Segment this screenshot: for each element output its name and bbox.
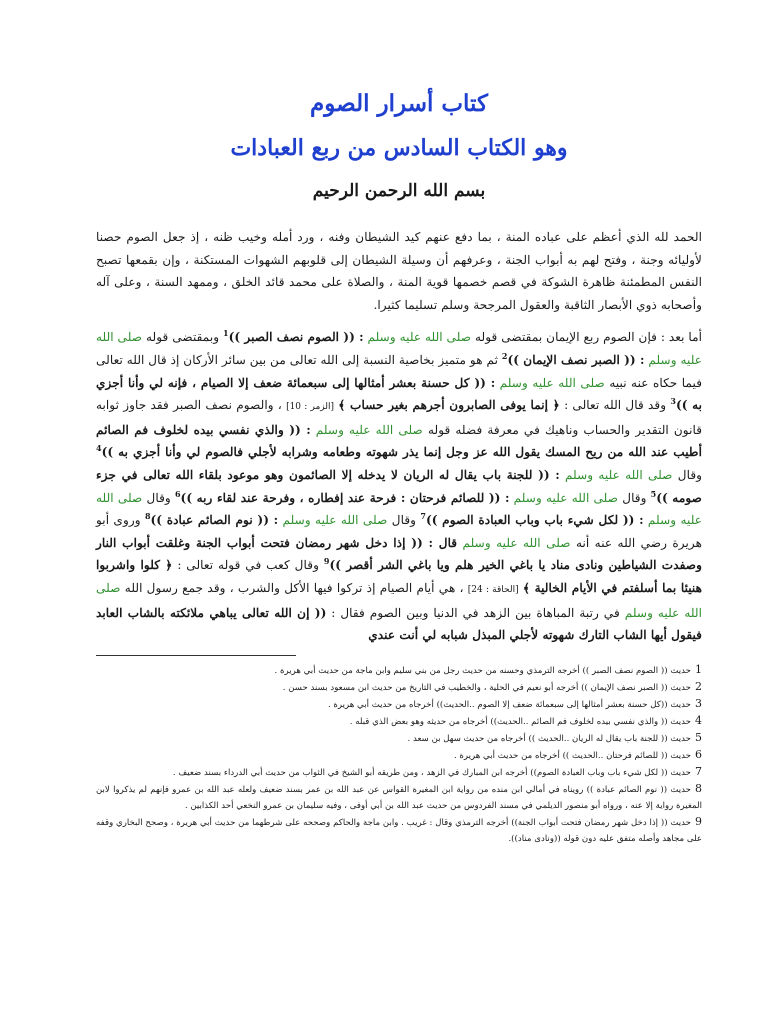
footnote xyxy=(96,730,702,747)
verse-reference: [الحاقة : 24] xyxy=(467,584,519,595)
footnote-number: 8 xyxy=(695,781,702,795)
verse-reference: [الزمر : 10] xyxy=(286,402,335,413)
footnote xyxy=(96,713,702,730)
footnote xyxy=(96,764,702,781)
footnote-number: 7 xyxy=(695,764,702,778)
footnote xyxy=(96,814,702,847)
salutation: صلى الله عليه وسلم xyxy=(96,330,702,367)
footnote-number: 9 xyxy=(695,814,702,828)
text-segment: وقد قال الله تعالى : xyxy=(564,398,667,413)
footnote-ref[interactable]: 1 xyxy=(223,328,229,339)
text-segment: وقال xyxy=(146,490,171,505)
hadith-quote: : (( كل حسنة بعشر أمثالها إلى سبعمائة ضعف إلا الصيام ، فإنه لي وأنا أجزي به )) xyxy=(96,375,703,413)
salutation: صلى الله عليه وسلم xyxy=(513,490,619,505)
quran-verse: ﴿ كلوا واشربوا هنيئا بما أسلفتم في الأيام الخالية ﴾ xyxy=(96,558,703,595)
salutation: صلى الله عليه وسلم xyxy=(367,330,472,345)
footnote xyxy=(96,662,702,679)
hadith-quote: : (( الصبر نصف الإيمان )) xyxy=(507,352,645,367)
text-segment: ثم هو متميز بخاصية النسبة إلى الله تعالى من بين سائر الأركان إذ قال الله تعالى فيما حكاه عنه نبيه xyxy=(96,352,703,390)
footnote-text: حديث ((كل حسنة بعشر أمثالها إلى سبعمائة ضعف إلا الصوم ..الحديث)) أخرجاه من حديث أبي هريرة . xyxy=(327,699,691,710)
footnote-number: 4 xyxy=(695,713,702,727)
footnote xyxy=(96,679,702,696)
footnote-ref[interactable]: 3 xyxy=(670,396,676,407)
hadith-quote: : (( والذي نفسي بيده لخلوف فم الصائم أطيب عند الله من ريح المسك يقول الله عز وجل إنما يذر شهوته وطعامه وشرابه لأجلي فالصوم لي وأنا أجزي به )) xyxy=(96,422,702,460)
footnote-text: حديث (( الصوم نصف الصبر )) أخرجه الترمذي وحسنه من حديث رجل من بني سليم وابن ماجة من حديث أبي هريرة . xyxy=(274,665,691,676)
footnote-number: 6 xyxy=(695,747,702,761)
footnote-text: حديث (( والذي نفسي بيده لخلوف فم الصائم ..الحديث)) أخرجاه من حديثه وهو بعض الذي قبله . xyxy=(349,716,691,727)
text-segment: أما بعد : فإن الصوم ربع الإيمان بمقتضى قوله xyxy=(475,330,703,345)
hadith-quote: : (( للجنة باب يقال له الريان لا يدخله إلا الصائمون وهو موعود بلقاء الله تعالى في جزء صومه )) xyxy=(96,467,702,505)
text-segment: وقال xyxy=(622,490,647,505)
footnote-text: حديث (( نوم الصائم عبادة )) رويناه في أمالي ابن منده من رواية ابن المغيرة القواس عن عبد الله بن عمر بسند ضعيف ولعله عبد الله بن عمرو فإنهم لم يذكروا لابن المغيرة رواية إلا عنه ، ورواه أبو منصور الديلمي في مسند الفردوس من حديث عبد الله بن أبي أوفى ، وفيه سليمان بن عمرو النخعي أحد الكذابين . xyxy=(96,784,702,811)
text-segment: وقال xyxy=(677,467,703,482)
footnote-text: حديث (( الصبر نصف الإيمان )) أخرجه أبو نعيم في الحلية ، والخطيب في التاريخ من حديث ابن مسعود بسند حسن . xyxy=(282,682,691,693)
hadith-quote: : (( للصائم فرحتان : فرحة عند إفطاره ، وفرحة عند لقاء ربه )) xyxy=(180,490,510,505)
hadith-quote: (( إن الله تعالى يباهي ملائكته بالشاب العابد فيقول أيها الشاب التارك شهوته لأجلي المبذل شبابه لي أنت عندي xyxy=(96,605,702,643)
text-segment: في رتبة المباهاة بين الزهد في الدنيا وبين الصوم فقال : xyxy=(331,605,620,620)
quran-verse: ﴿ إنما يوفى الصابرون أجرهم بغير حساب ﴾ xyxy=(338,398,560,413)
text-segment: ، والصوم نصف الصبر فقد جاوز ثوابه قانون التقدير والحساب وناهيك في معرفة فضله قوله xyxy=(96,398,703,437)
text-segment: ، هي أيام الصيام إذ تركوا فيها الأكل والشرب ، وقد جمع رسول الله xyxy=(124,580,464,595)
salutation: صلى الله عليه وسلم xyxy=(462,535,571,550)
footnote-ref[interactable]: 9 xyxy=(323,556,330,567)
basmala: بسم الله الرحمن الرحيم xyxy=(312,181,486,201)
footnote-text: حديث (( للصائم فرحتان ..الحديث )) أخرجاه من حديث أبي هريرة . xyxy=(453,750,691,761)
text-segment: وقال كعب في قوله تعالى : xyxy=(177,558,319,573)
book-subtitle: وهو الكتاب السادس من ربع العبادات xyxy=(230,135,568,161)
footnote-text: حديث (( لكل شيء باب وباب العبادة الصوم)) أخرجه ابن المبارك في الزهد ، ومن طريقه أبو الشيخ في الثواب من حديث أبي الدرداء بسند ضعيف . xyxy=(172,767,691,778)
salutation: صلى الله عليه وسلم xyxy=(564,467,673,482)
footnote-number: 2 xyxy=(695,679,702,693)
text-segment: وروى أبو هريرة رضي الله عنه أنه xyxy=(96,513,703,550)
intro-paragraph: الحمد لله الذي أعظم على عباده المنة ، بما دفع عنهم كيد الشيطان وفنه ، ورد أمله وخيب ظنه ، إذ جعل الصوم حصنا لأوليائه وجنة ، وفتح لهم به أبواب الجنة ، وعرفهم أن وسيلة الشيطان إلى قلوبهم الشهوات المستكنة ، وإن بقمعها تصبح النفس المطمئنة ظاهرة الشوكة في قصم خصمها قوية المنة ، والصلاة على محمد قائد الخلق ، وممهد السنة ، وعلى آله وأصحابه ذوي الأبصار الثاقبة والعقول المرجحة وسلم تسليما كثيرا. xyxy=(96,230,702,312)
salutation: صلى الله عليه وسلم xyxy=(499,375,605,390)
footnote xyxy=(96,747,702,764)
footnote-text: حديث (( للجنة باب يقال له الريان ..الحديث )) أخرجاه من حديث سهل بن سعد . xyxy=(407,733,691,744)
footnote-ref[interactable]: 5 xyxy=(650,488,657,499)
salutation: صلى الله عليه وسلم xyxy=(282,513,388,528)
book-title: كتاب أسرار الصوم xyxy=(310,90,488,117)
salutation: صلى الله عليه وسلم xyxy=(96,490,703,528)
footnote-text: حديث (( إذا دخل شهر رمضان فتحت أبواب الجنة)) أخرجه الترمذي وقال : غريب . وابن ماجة والحاكم وصححه على شرطهما من حديث أبي هريرة ، وصحح البخاري وقفه على مجاهد وأصله متفق عليه دون قوله ((ونادى مناد)). xyxy=(96,817,702,844)
footnote-ref[interactable]: 8 xyxy=(144,511,151,522)
hadith-quote: : (( لكل شيء باب وباب العبادة الصوم )) xyxy=(425,513,644,528)
text-segment: وبمقتضى قوله xyxy=(145,330,220,345)
footnote-ref[interactable]: 2 xyxy=(501,350,508,361)
text-segment: وقال xyxy=(391,513,417,528)
salutation: صلى الله عليه وسلم xyxy=(315,422,423,437)
footnote xyxy=(96,696,702,713)
hadith-quote: قال : (( إذا دخل شهر رمضان فتحت أبواب الجنة وغلقت أبواب النار وصفدت الشياطين ونادى مناد يا باغي الخير هلم ويا باغي الشر أقصر )) xyxy=(96,535,703,573)
main-paragraph xyxy=(96,326,702,646)
footnote-number: 1 xyxy=(695,662,702,676)
hadith-quote: : (( الصوم نصف الصبر )) xyxy=(228,330,364,345)
footnotes xyxy=(96,662,702,847)
salutation: صلى الله عليه وسلم xyxy=(96,580,703,620)
footnote-ref[interactable]: 6 xyxy=(174,488,181,499)
footnote-number: 5 xyxy=(695,730,702,744)
footnote-ref[interactable]: 7 xyxy=(420,511,426,522)
hadith-quote: : (( نوم الصائم عبادة )) xyxy=(150,513,279,528)
footnote-number: 3 xyxy=(695,696,702,710)
footnote-ref[interactable]: 4 xyxy=(96,443,102,454)
footnote-divider xyxy=(96,655,296,656)
footnote xyxy=(96,781,702,814)
